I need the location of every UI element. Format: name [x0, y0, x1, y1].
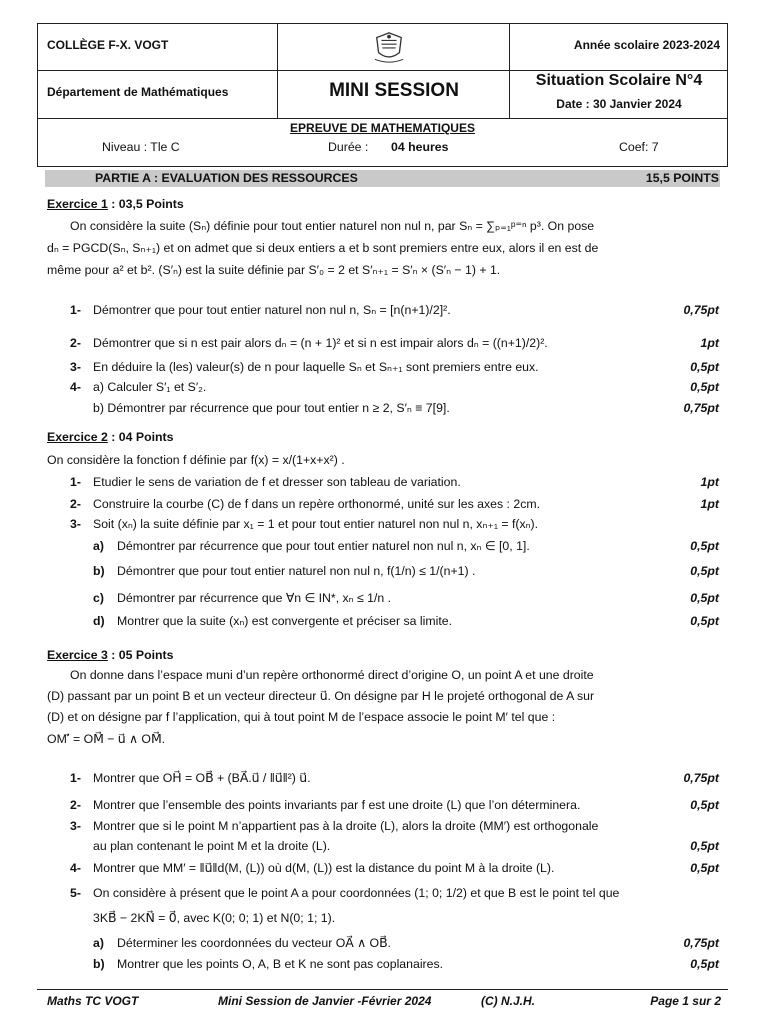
level: Niveau : Tle C [102, 140, 180, 154]
question-number: 2- [70, 497, 81, 511]
question-text: 3KB⃗ − 2KN⃗ = 0⃗, avec K(0; 0; 1) et N(0; 1; 1). [93, 911, 336, 925]
question-points: 0,75pt [683, 771, 719, 785]
exercise-title: Exercice 2 [47, 430, 108, 444]
footer-divider [37, 989, 728, 990]
question-text: Démontrer que pour tout entier naturel non nul n, Sₙ = [n(n+1)/2]². [93, 303, 451, 317]
divider [277, 23, 278, 118]
question-points: 1pt [700, 336, 719, 350]
question-points: 0,5pt [690, 360, 719, 374]
coefficient: Coef: 7 [619, 140, 659, 154]
question-text: Montrer que MM′ = ‖u⃗‖d(M, (L)) où d(M, (L)) est la distance du point M à la droite (L). [93, 861, 555, 875]
question-points: 0,5pt [690, 957, 719, 971]
question-points: 0,5pt [690, 614, 719, 628]
subquestion-text: Démontrer que pour tout entier naturel non nul n, f(1/n) ≤ 1/(n+1) . [117, 564, 476, 578]
divider [37, 23, 728, 24]
question-text: Démontrer que si n est pair alors dₙ = (n + 1)² et si n est impair alors dₙ = ((n+1)/2)². [93, 336, 548, 350]
part-points: 15,5 POINTS [645, 171, 719, 185]
question-number: 4- [70, 380, 81, 394]
part-title: PARTIE A : EVALUATION DES RESSOURCES [95, 171, 358, 185]
department: Département de Mathématiques [47, 85, 229, 99]
exam-subject: EPREUVE DE MATHEMATIQUES [290, 121, 475, 135]
subquestion-text: Montrer que les points O, A, B et K ne sont pas coplanaires. [117, 957, 444, 971]
question-points: 0,5pt [690, 798, 719, 812]
question-number: 1- [70, 475, 81, 489]
subquestion-letter: d) [93, 614, 105, 628]
divider [727, 23, 728, 167]
subquestion-text: Démontrer par récurrence que pour tout entier naturel non nul n, xₙ ∈ [0, 1]. [117, 539, 530, 553]
question-points: 0,5pt [690, 591, 719, 605]
question-text: Soit (xₙ) la suite définie par x₁ = 1 et pour tout entier naturel non nul n, xₙ₊₁ = f(xₙ). [93, 517, 539, 531]
question-points: 0,75pt [683, 401, 719, 415]
question-number: 3- [70, 819, 81, 833]
subquestion-letter: a) [93, 539, 104, 553]
question-text: Montrer que l’ensemble des points invariants par f est une droite (L) que l’on déterminera. [93, 798, 581, 812]
subquestion-text: Démontrer par récurrence que ∀n ∈ IN*, xₙ ≤ 1/n . [117, 591, 392, 605]
question-text: Montrer que OH⃗ = OB⃗ + (BA⃗.u⃗ / ‖u⃗‖²) u⃗. [93, 771, 311, 785]
exercise-title: Exercice 3 [47, 648, 108, 662]
exercise-title: Exercice 1 [47, 197, 108, 211]
school-crest-icon [370, 30, 408, 64]
subquestion-letter: a) [93, 936, 104, 950]
exercise-text: On considère la suite (Sₙ) définie pour tout entier naturel non nul n, par Sₙ = ∑ₚ₌₁ᵖ⁼ⁿ p³. On pose [70, 219, 595, 233]
exercise-points: : 05 Points [107, 648, 174, 662]
exercise-heading [47, 197, 719, 211]
exam-date: Date : 30 Janvier 2024 [556, 97, 682, 111]
question-points: 0,5pt [690, 564, 719, 578]
question-points: 1pt [700, 475, 719, 489]
question-number: 3- [70, 360, 81, 374]
divider [37, 118, 728, 119]
page-number: Page 1 sur 2 [650, 994, 721, 1008]
exercise-text: dₙ = PGCD(Sₙ, Sₙ₊₁) et on admet que si deux entiers a et b sont premiers entre eux, alors il en est de [47, 241, 599, 255]
divider [37, 166, 728, 167]
question-points: 1pt [700, 497, 719, 511]
school-year: Année scolaire 2023-2024 [573, 38, 720, 52]
question-number: 2- [70, 798, 81, 812]
subquestion-letter: c) [93, 591, 104, 605]
question-points: 0,5pt [690, 380, 719, 394]
question-number: 4- [70, 861, 81, 875]
exercise-points: : 04 Points [107, 430, 174, 444]
question-number: 2- [70, 336, 81, 350]
exercise-points: : 03,5 Points [107, 197, 184, 211]
question-text: au plan contenant le point M et la droite (L). [93, 839, 331, 853]
question-text: En déduire la (les) valeur(s) de n pour laquelle Sₙ et Sₙ₊₁ sont premiers entre eux. [93, 360, 539, 374]
question-points: 0,75pt [683, 936, 719, 950]
exercise-text: même pour a² et b². (S′ₙ) est la suite définie par S′₀ = 2 et S′ₙ₊₁ = S′ₙ × (S′ₙ − 1) + 1. [47, 263, 501, 277]
question-number: 1- [70, 771, 81, 785]
divider [37, 70, 728, 71]
question-number: 5- [70, 886, 81, 900]
question-number: 1- [70, 303, 81, 317]
question-text: a) Calculer S′₁ et S′₂. [93, 380, 207, 394]
question-number: 3- [70, 517, 81, 531]
exercise-heading [47, 648, 719, 662]
exercise-heading [47, 430, 719, 444]
exercise-text: (D) et on désigne par f l’application, qui à tout point M de l’espace associe le point M′ tel que : [47, 710, 556, 724]
session-title: MINI SESSION [329, 80, 459, 101]
exercise-text: On donne dans l’espace muni d’un repère orthonormé direct d’origine O, un point A et une droite [70, 668, 594, 682]
school-name: COLLÈGE F-X. VOGT [47, 38, 169, 52]
divider [37, 23, 38, 167]
situation-title: Situation Scolaire N°4 [535, 72, 703, 89]
question-text: Montrer que si le point M n’appartient pas à la droite (L), alors la droite (MM′) est orthogonale [93, 819, 599, 833]
exercise-text: (D) passant par un point B et un vecteur directeur u⃗. On désigne par H le projeté orthogonal de A sur [47, 689, 595, 703]
question-text: Etudier le sens de variation de f et dresser son tableau de variation. [93, 475, 461, 489]
subquestion-letter: b) [93, 564, 105, 578]
exercise-text: On considère la fonction f définie par f(x) = x/(1+x+x²) . [47, 453, 345, 467]
footer-course: Maths TC VOGT [47, 994, 139, 1008]
exercise-text: OM′⃗ = OM⃗ − u⃗ ∧ OM⃗. [47, 732, 166, 746]
footer-session: Mini Session de Janvier -Février 2024 [218, 994, 432, 1008]
subquestion-letter: b) [93, 957, 105, 971]
question-points: 0,5pt [690, 861, 719, 875]
question-text: Construire la courbe (C) de f dans un repère orthonormé, unité sur les axes : 2cm. [93, 497, 540, 511]
question-points: 0,5pt [690, 539, 719, 553]
question-points: 0,5pt [690, 839, 719, 853]
question-text: b) Démontrer par récurrence que pour tout entier n ≥ 2, S′ₙ ≡ 7[9]. [93, 401, 450, 415]
duration-label: Durée : [328, 140, 369, 154]
duration-value: 04 heures [391, 140, 449, 154]
footer-copyright: (C) N.J.H. [481, 994, 535, 1008]
subquestion-text: Déterminer les coordonnées du vecteur OA⃗ ∧ OB⃗. [117, 936, 391, 950]
question-text: On considère à présent que le point A a pour coordonnées (1; 0; 1/2) et que B est le point tel que [93, 886, 620, 900]
question-points: 0,75pt [683, 303, 719, 317]
subquestion-text: Montrer que la suite (xₙ) est convergente et préciser sa limite. [117, 614, 453, 628]
